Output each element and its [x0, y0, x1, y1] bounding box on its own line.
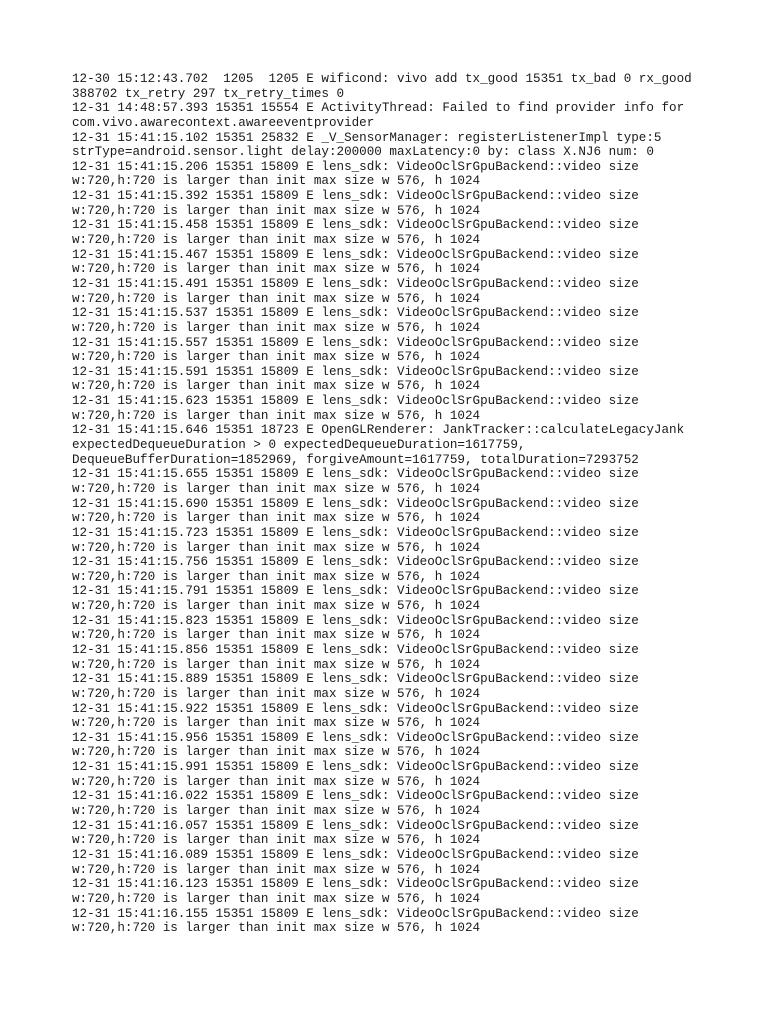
- log-text-block: [72, 72, 712, 936]
- log-line: 12-31 15:41:15.537 15351 15809 E lens_sdk: VideoOclSrGpuBackend::video size: [72, 306, 639, 321]
- log-line: strType=android.sensor.light delay:200000 maxLatency:0 by: class X.NJ6 num: 0: [72, 145, 654, 160]
- log-line: 12-31 15:41:16.089 15351 15809 E lens_sdk: VideoOclSrGpuBackend::video size: [72, 847, 639, 862]
- log-line: 12-31 15:41:15.791 15351 15809 E lens_sdk: VideoOclSrGpuBackend::video size: [72, 584, 639, 599]
- log-line: 12-31 15:41:15.655 15351 15809 E lens_sdk: VideoOclSrGpuBackend::video size: [72, 467, 639, 482]
- log-line: 12-31 15:41:15.723 15351 15809 E lens_sdk: VideoOclSrGpuBackend::video size: [72, 525, 639, 540]
- log-line: w:720,h:720 is larger than init max size w 576, h 1024: [72, 203, 481, 218]
- log-line: w:720,h:720 is larger than init max size w 576, h 1024: [72, 233, 481, 248]
- log-line: 12-31 15:41:15.392 15351 15809 E lens_sdk: VideoOclSrGpuBackend::video size: [72, 189, 639, 204]
- log-line: 12-31 15:41:16.057 15351 15809 E lens_sdk: VideoOclSrGpuBackend::video size: [72, 818, 639, 833]
- log-line: 12-31 15:41:15.102 15351 25832 E _V_SensorManager: registerListenerImpl type:5: [72, 130, 662, 145]
- log-line: 12-31 15:41:15.591 15351 15809 E lens_sdk: VideoOclSrGpuBackend::video size: [72, 364, 639, 379]
- log-line: w:720,h:720 is larger than init max size w 576, h 1024: [72, 320, 481, 335]
- log-line: 12-31 15:41:15.991 15351 15809 E lens_sdk: VideoOclSrGpuBackend::video size: [72, 760, 639, 775]
- log-line: 12-31 15:41:15.823 15351 15809 E lens_sdk: VideoOclSrGpuBackend::video size: [72, 613, 639, 628]
- log-line: w:720,h:720 is larger than init max size w 576, h 1024: [72, 628, 481, 643]
- log-line: w:720,h:720 is larger than init max size w 576, h 1024: [72, 891, 481, 906]
- log-line: w:720,h:720 is larger than init max size w 576, h 1024: [72, 804, 481, 819]
- log-line: 12-31 15:41:15.458 15351 15809 E lens_sdk: VideoOclSrGpuBackend::video size: [72, 218, 639, 233]
- log-line: 12-31 15:41:16.123 15351 15809 E lens_sdk: VideoOclSrGpuBackend::video size: [72, 877, 639, 892]
- log-line: 12-31 15:41:15.467 15351 15809 E lens_sdk: VideoOclSrGpuBackend::video size: [72, 247, 639, 262]
- log-line: 12-31 15:41:15.922 15351 15809 E lens_sdk: VideoOclSrGpuBackend::video size: [72, 701, 639, 716]
- log-line: 12-31 15:41:15.646 15351 18723 E OpenGLRenderer: JankTracker::calculateLegacyJank: [72, 423, 685, 438]
- log-line: 12-30 15:12:43.702 1205 1205 E wificond: vivo add tx_good 15351 tx_bad 0 rx_good: [72, 72, 692, 86]
- log-line: 12-31 15:41:15.623 15351 15809 E lens_sdk: VideoOclSrGpuBackend::video size: [72, 394, 639, 409]
- log-line: 12-31 15:41:15.206 15351 15809 E lens_sdk: VideoOclSrGpuBackend::video size: [72, 159, 639, 174]
- log-line: 12-31 15:41:15.491 15351 15809 E lens_sdk: VideoOclSrGpuBackend::video size: [72, 276, 639, 291]
- log-line: w:720,h:720 is larger than init max size w 576, h 1024: [72, 599, 481, 614]
- log-line: w:720,h:720 is larger than init max size w 576, h 1024: [72, 862, 481, 877]
- log-line: w:720,h:720 is larger than init max size w 576, h 1024: [72, 657, 481, 672]
- log-line: w:720,h:720 is larger than init max size w 576, h 1024: [72, 291, 481, 306]
- log-line: com.vivo.awarecontext.awareeventprovider: [72, 115, 375, 130]
- log-line: 388702 tx_retry 297 tx_retry_times 0: [72, 86, 345, 101]
- log-line: w:720,h:720 is larger than init max size w 576, h 1024: [72, 716, 481, 731]
- log-line: 12-31 15:41:15.690 15351 15809 E lens_sdk: VideoOclSrGpuBackend::video size: [72, 496, 639, 511]
- log-line: 12-31 14:48:57.393 15351 15554 E ActivityThread: Failed to find provider info for: [72, 101, 685, 116]
- log-line: 12-31 15:41:16.022 15351 15809 E lens_sdk: VideoOclSrGpuBackend::video size: [72, 789, 639, 804]
- log-line: w:720,h:720 is larger than init max size w 576, h 1024: [72, 540, 481, 555]
- log-line: 12-31 15:41:15.557 15351 15809 E lens_sdk: VideoOclSrGpuBackend::video size: [72, 335, 639, 350]
- log-line: w:720,h:720 is larger than init max size w 576, h 1024: [72, 921, 481, 936]
- log-line: w:720,h:720 is larger than init max size w 576, h 1024: [72, 262, 481, 277]
- log-line: w:720,h:720 is larger than init max size w 576, h 1024: [72, 774, 481, 789]
- log-line: 12-31 15:41:16.155 15351 15809 E lens_sdk: VideoOclSrGpuBackend::video size: [72, 906, 639, 921]
- log-line: w:720,h:720 is larger than init max size w 576, h 1024: [72, 569, 481, 584]
- log-line: DequeueBufferDuration=1852969, forgiveAmount=1617759, totalDuration=7293752: [72, 452, 639, 467]
- log-line: w:720,h:720 is larger than init max size w 576, h 1024: [72, 408, 481, 423]
- log-line: expectedDequeueDuration > 0 expectedDequeueDuration=1617759,: [72, 438, 526, 453]
- log-line: w:720,h:720 is larger than init max size w 576, h 1024: [72, 511, 481, 526]
- log-line: w:720,h:720 is larger than init max size w 576, h 1024: [72, 745, 481, 760]
- log-line: w:720,h:720 is larger than init max size w 576, h 1024: [72, 174, 481, 189]
- log-line: w:720,h:720 is larger than init max size w 576, h 1024: [72, 379, 481, 394]
- log-line: 12-31 15:41:15.856 15351 15809 E lens_sdk: VideoOclSrGpuBackend::video size: [72, 642, 639, 657]
- log-line: 12-31 15:41:15.956 15351 15809 E lens_sdk: VideoOclSrGpuBackend::video size: [72, 730, 639, 745]
- log-line: 12-31 15:41:15.889 15351 15809 E lens_sdk: VideoOclSrGpuBackend::video size: [72, 672, 639, 687]
- log-line: w:720,h:720 is larger than init max size w 576, h 1024: [72, 481, 481, 496]
- log-line: w:720,h:720 is larger than init max size w 576, h 1024: [72, 686, 481, 701]
- log-line: w:720,h:720 is larger than init max size w 576, h 1024: [72, 350, 481, 365]
- log-line: w:720,h:720 is larger than init max size w 576, h 1024: [72, 833, 481, 848]
- log-line: 12-31 15:41:15.756 15351 15809 E lens_sdk: VideoOclSrGpuBackend::video size: [72, 555, 639, 570]
